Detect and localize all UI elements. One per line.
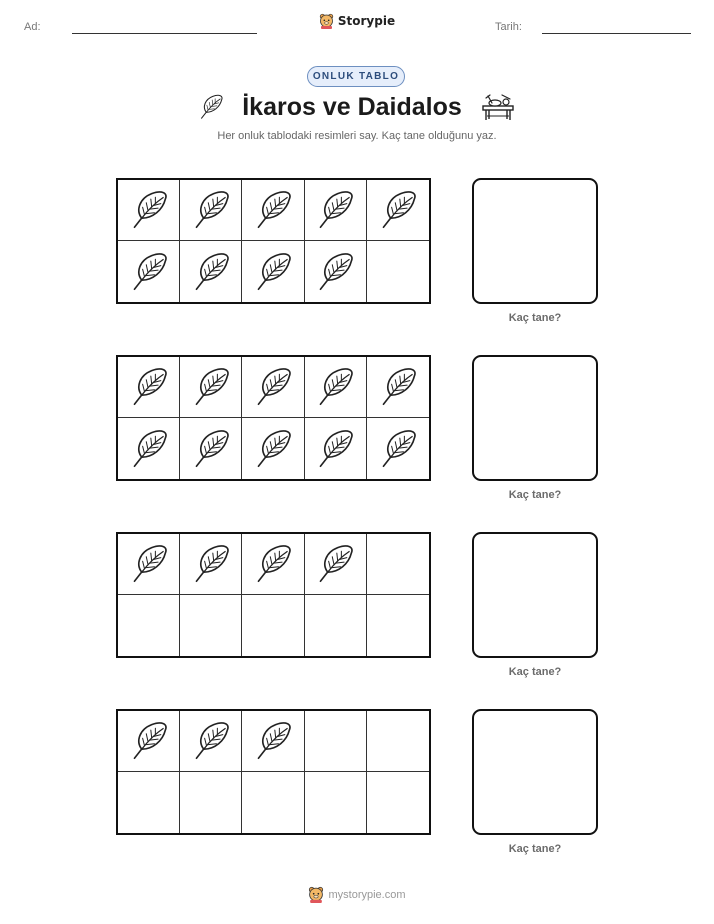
feather-icon	[253, 190, 293, 230]
date-line[interactable]	[542, 33, 691, 34]
feather-icon	[253, 429, 293, 469]
feather-icon	[315, 544, 355, 584]
ten-frame-cell	[118, 241, 180, 302]
ten-frame-cell	[180, 534, 242, 595]
workbench-icon	[480, 92, 516, 122]
answer-label-4: Kaç tane?	[508, 843, 562, 855]
feather-icon	[378, 367, 418, 407]
feather-icon	[378, 429, 418, 469]
ten-frame-cell	[180, 418, 242, 479]
brand-name: Storypie	[337, 14, 396, 28]
ten-frame-cell	[367, 772, 429, 833]
feather-icon	[129, 429, 169, 469]
answer-label-2: Kaç tane?	[508, 489, 562, 501]
ten-frame-cell	[305, 357, 367, 418]
feather-icon	[191, 367, 231, 407]
answer-box-1[interactable]	[472, 178, 598, 304]
ten-frame-cell	[242, 241, 304, 302]
name-line[interactable]	[72, 33, 257, 34]
feather-icon	[253, 544, 293, 584]
storypie-bear-icon	[319, 13, 334, 29]
feather-icon	[253, 367, 293, 407]
ten-frame-cell	[367, 418, 429, 479]
ten-frame-2	[116, 355, 431, 481]
ten-frame-cell	[180, 772, 242, 833]
ten-frame-cell	[305, 772, 367, 833]
instructions: Her onluk tablodaki resimleri say. Kaç tane olduğunu yaz.	[217, 130, 497, 142]
ten-frame-cell	[242, 595, 304, 656]
page-title: İkaros ve Daidalos	[242, 92, 462, 121]
ten-frame-cell	[367, 180, 429, 241]
brand-logo	[0, 13, 714, 29]
feather-icon	[315, 252, 355, 292]
answer-box-3[interactable]	[472, 532, 598, 658]
footer	[0, 886, 714, 903]
feather-icon	[315, 367, 355, 407]
ten-frame-cell	[367, 357, 429, 418]
feather-icon	[129, 544, 169, 584]
ten-frame-cell	[180, 595, 242, 656]
ten-frame-cell	[305, 595, 367, 656]
feather-icon	[129, 190, 169, 230]
ten-frame-cell	[305, 534, 367, 595]
ten-frame-cell	[180, 357, 242, 418]
category-badge: ONLUK TABLO	[307, 66, 405, 87]
storypie-bear-icon	[308, 886, 324, 903]
ten-frame-cell	[305, 241, 367, 302]
ten-frame-4	[116, 709, 431, 835]
feather-icon	[253, 721, 293, 761]
ten-frame-cell	[242, 534, 304, 595]
feather-icon	[253, 252, 293, 292]
ten-frame-cell	[118, 180, 180, 241]
footer-url[interactable]: mystorypie.com	[328, 888, 406, 901]
ten-frame-3	[116, 532, 431, 658]
answer-label-1: Kaç tane?	[508, 312, 562, 324]
ten-frame-cell	[180, 711, 242, 772]
answer-box-2[interactable]	[472, 355, 598, 481]
feather-icon	[129, 367, 169, 407]
feather-icon	[129, 721, 169, 761]
ten-frame-cell	[242, 418, 304, 479]
ten-frame-cell	[242, 711, 304, 772]
ten-frame-cell	[305, 711, 367, 772]
feather-icon	[378, 190, 418, 230]
ten-frame-cell	[367, 711, 429, 772]
ten-frame-cell	[367, 595, 429, 656]
ten-frame-cell	[305, 180, 367, 241]
answer-label-3: Kaç tane?	[508, 666, 562, 678]
answer-box-4[interactable]	[472, 709, 598, 835]
ten-frame-cell	[118, 418, 180, 479]
ten-frame-cell	[242, 180, 304, 241]
feather-icon	[191, 544, 231, 584]
ten-frame-cell	[118, 772, 180, 833]
ten-frame-cell	[180, 180, 242, 241]
ten-frame-cell	[118, 711, 180, 772]
ten-frame-1	[116, 178, 431, 304]
feather-icon	[191, 252, 231, 292]
feather-icon	[315, 429, 355, 469]
feather-icon	[129, 252, 169, 292]
name-label: Ad:	[24, 21, 41, 33]
feather-icon	[191, 190, 231, 230]
feather-icon	[315, 190, 355, 230]
feather-icon	[191, 721, 231, 761]
ten-frame-cell	[242, 357, 304, 418]
title-row	[0, 88, 714, 126]
ten-frame-cell	[118, 357, 180, 418]
ten-frame-cell	[367, 534, 429, 595]
feather-icon	[198, 92, 224, 122]
ten-frame-cell	[305, 418, 367, 479]
ten-frame-cell	[180, 241, 242, 302]
ten-frame-cell	[118, 534, 180, 595]
feather-icon	[191, 429, 231, 469]
ten-frame-cell	[118, 595, 180, 656]
date-label: Tarih:	[495, 21, 522, 33]
ten-frame-cell	[367, 241, 429, 302]
ten-frame-cell	[242, 772, 304, 833]
